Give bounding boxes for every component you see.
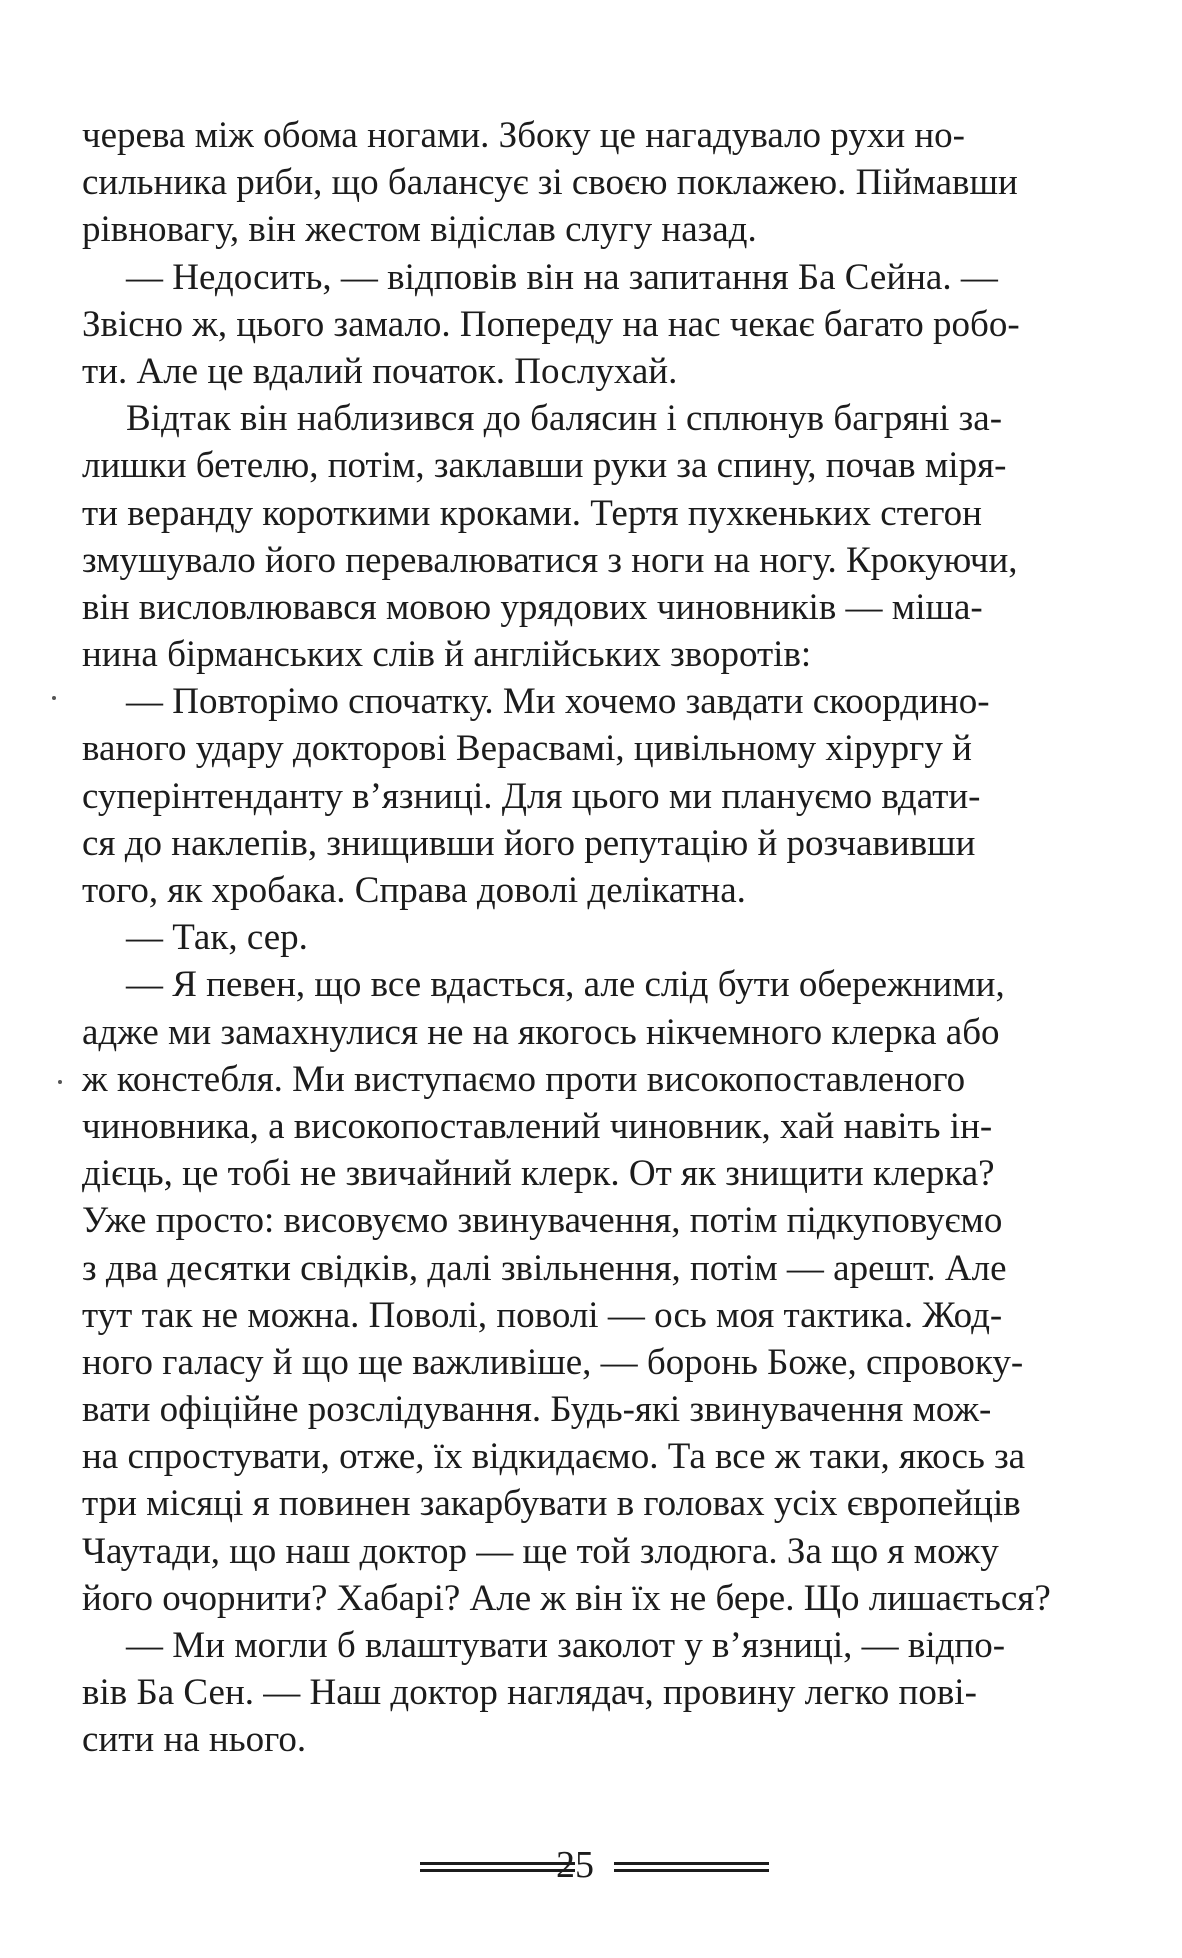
text-line: вів Ба Сен. — Наш доктор наглядач, провину легко пові- — [82, 1672, 977, 1714]
text-line: дієць, це тобі не звичайний клерк. От як знищити клерка? — [82, 1153, 995, 1195]
page-body — [82, 112, 1082, 1764]
text-line: нина бірманських слів й англійських зворотів: — [82, 634, 812, 676]
text-line: адже ми замахнулися не на якогось нікчемного клерка або — [82, 1011, 1000, 1053]
text-line: черева між обома ногами. Збоку це нагадувало рухи но- — [82, 115, 965, 156]
text-line: рівновагу, він жестом відіслав слугу назад. — [82, 209, 757, 251]
text-line: три місяці я повинен закарбувати в головах усіх європейців — [82, 1483, 1021, 1525]
text-line: того, як хробака. Справа доволі делікатна. — [82, 870, 746, 911]
paragraph — [82, 961, 1082, 1622]
scan-speck — [52, 696, 56, 700]
paragraph — [82, 395, 1082, 678]
text-line: — Ми могли б влаштувати заколот у в’язниці, — відпо- — [126, 1625, 1006, 1666]
text-line: чиновника, а високопоставлений чиновник, хай навіть ін- — [82, 1105, 993, 1147]
text-line: Звісно ж, цього замало. Попереду на нас чекає багато робо- — [82, 303, 1020, 345]
text-line: з два десятки свідків, далі звільнення, потім — арешт. Але — [82, 1247, 1007, 1289]
text-line: суперінтенданту в’язниці. Для цього ми плануємо вдати- — [82, 775, 981, 817]
text-line: на спростувати, отже, їх відкидаємо. Та все ж таки, якось за — [82, 1436, 1026, 1478]
text-line: Відтак він наблизився до балясин і сплюнув багряні за- — [126, 398, 1003, 440]
text-line: — Я певен, що все вдасться, але слід бути обережними, — [126, 964, 1005, 1006]
text-line: ваного удару докторові Верасвамі, цивільному хірургу й — [82, 728, 972, 770]
text-line: його очорнити? Хабарі? Але ж він їх не бере. Що лишається? — [82, 1577, 1051, 1619]
text-line: ти. Але це вдалий початок. Послухай. — [82, 350, 678, 392]
text-line: ж констебля. Ми виступаємо проти високопоставленого — [82, 1058, 966, 1100]
text-line: сильника риби, що балансує зі своєю поклажею. Пiймавши — [82, 162, 1018, 204]
footer-rule-bar — [614, 1869, 769, 1872]
text-line: лишки бетелю, потім, заклавши руки за спину, почав міря- — [82, 445, 1007, 487]
text-line: — Так, сер. — [126, 917, 308, 959]
text-line: змушувало його перевалюватися з ноги на ногу. Крокуючи, — [82, 539, 1018, 581]
footer-rule-bar — [614, 1862, 769, 1865]
paragraph — [82, 1622, 1082, 1764]
text-line: — Повторімо спочатку. Ми хочемо завдати скоордино- — [126, 681, 990, 723]
paragraph — [82, 254, 1082, 396]
footer-rule-right — [614, 1862, 769, 1872]
page-number: 25 — [556, 1844, 594, 1886]
text-line: Чаутади, що наш доктор — ще той злодюга. За що я можу — [82, 1530, 999, 1572]
text-line: ти веранду короткими кроками. Тертя пухкеньких стегон — [82, 492, 982, 534]
text-line: — Недосить, — відповів він на запитання Ба Сейна. — — [126, 256, 998, 298]
scan-speck — [58, 1080, 62, 1084]
text-line: вати офіційне розслідування. Будь-які звинувачення мож- — [82, 1389, 992, 1431]
text-line: Уже просто: висовуємо звинувачення, потім підкуповуємо — [82, 1200, 1003, 1242]
text-line: тут так не можна. Поволі, поволі — ось моя тактика. Жод- — [82, 1294, 1003, 1336]
paragraph — [82, 112, 1082, 254]
paragraph — [82, 678, 1082, 914]
paragraph — [82, 914, 1082, 961]
text-line: він висловлювався мовою урядових чиновників — міша- — [82, 586, 983, 628]
text-line: ного галасу й що ще важливіше, — боронь Боже, спровоку- — [82, 1341, 1024, 1383]
text-line: сити на нього. — [82, 1719, 307, 1761]
text-line: ся до наклепів, знищивши його репутацію й розчавивши — [82, 822, 976, 864]
page-footer — [0, 1842, 1182, 1892]
